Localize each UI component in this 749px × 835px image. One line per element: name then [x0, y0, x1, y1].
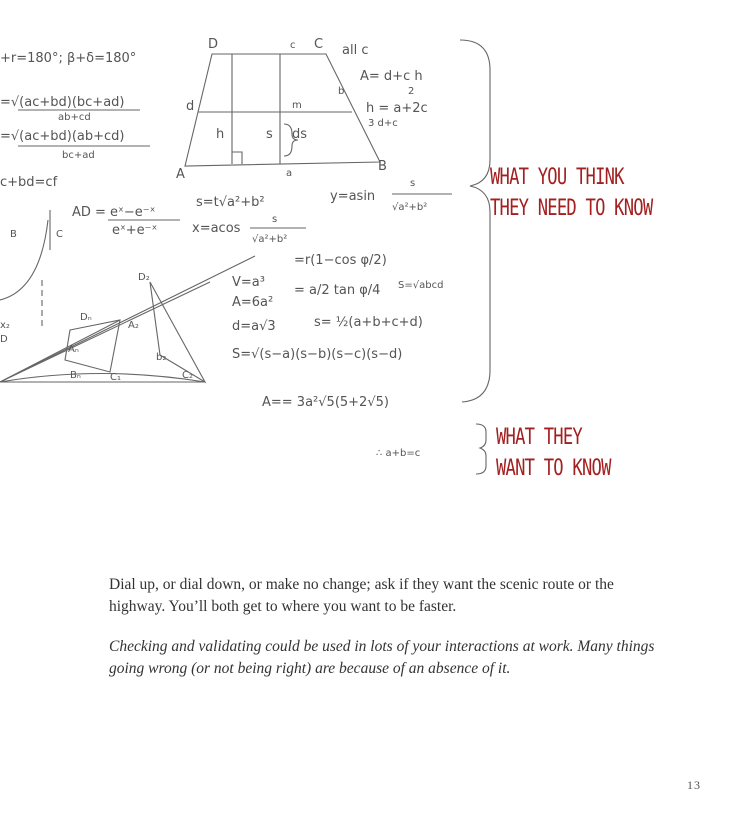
body-text	[109, 574, 669, 680]
trapezoid-diagram	[176, 37, 387, 182]
formula: √a²+b²	[392, 202, 428, 213]
point-label: C₁	[110, 372, 121, 383]
formula: =√(ac+bd)(bc+ad)	[0, 95, 125, 110]
point-label: h	[216, 127, 225, 142]
point-label: ds	[292, 127, 308, 142]
formula: √a²+b²	[252, 234, 288, 245]
point-label: C	[56, 229, 63, 240]
formula: =√(ac+bd)(ab+cd)	[0, 129, 125, 144]
formula: S=√(s−a)(s−b)(s−c)(s−d)	[232, 347, 403, 362]
point-label: B	[378, 159, 387, 174]
point-label: x₂	[0, 320, 10, 331]
formula: A=6a²	[232, 295, 274, 310]
paragraph: Dial up, or dial down, or make no change; ask if they want the scenic route or the highway. You’ll both get to where you want to be faster.	[109, 576, 614, 615]
formula: S=√abcd	[398, 280, 444, 291]
formula-group	[0, 43, 452, 459]
formula: s	[410, 178, 416, 189]
point-label: Dₙ	[80, 312, 92, 323]
label-what-you-think	[490, 162, 652, 224]
trapezoid-shape	[185, 54, 380, 166]
point-label: C₂	[182, 370, 193, 381]
point-label: Aₙ	[68, 344, 79, 355]
formula: h = a+2c	[366, 101, 428, 116]
formula: AD = eˣ−e⁻ˣ	[72, 205, 156, 220]
formula: = a/2 tan φ/4	[294, 283, 381, 298]
point-label: D	[208, 37, 219, 52]
point-label: Bₙ	[70, 370, 81, 381]
point-label: a	[286, 168, 293, 179]
label-what-they-want	[496, 422, 611, 484]
formula: x=acos	[192, 221, 241, 236]
page-number: 13	[687, 778, 701, 792]
formula: V=a³	[232, 275, 265, 290]
point-label: d	[186, 99, 195, 114]
label-line: WHAT YOU THINK	[490, 165, 624, 190]
formula: 2	[408, 86, 415, 97]
point-label: D	[0, 334, 8, 345]
formula: 3 d+c	[368, 118, 398, 129]
point-label: c	[290, 40, 296, 51]
formula: s	[272, 214, 278, 225]
large-curly-brace	[460, 40, 490, 402]
formula: s= ½(a+b+c+d)	[314, 315, 423, 330]
point-label: b₂	[156, 352, 167, 363]
formula: A= d+c h	[360, 69, 423, 84]
point-label: B	[10, 229, 17, 240]
small-curly-brace	[476, 424, 486, 474]
formula: all c	[342, 43, 369, 58]
label-line: WHAT THEY	[496, 425, 582, 450]
formula: ∴ a+b=c	[376, 448, 421, 459]
formula: s=t√a²+b²	[196, 195, 265, 210]
formula: c+bd=cf	[0, 175, 58, 190]
label-line: THEY NEED TO KNOW	[490, 196, 653, 221]
point-label: s	[266, 127, 273, 142]
formula: +r=180°; β+δ=180°	[0, 51, 137, 66]
formula: eˣ+e⁻ˣ	[112, 223, 158, 238]
point-label: A₂	[128, 320, 139, 331]
formula: bc+ad	[62, 150, 95, 161]
formula: y=asin	[330, 189, 376, 204]
formula: A== 3a²√5(5+2√5)	[262, 395, 389, 410]
point-label: D₂	[138, 272, 150, 283]
formula: =r(1−cos φ/2)	[294, 253, 387, 268]
italic-paragraph: Checking and validating could be used in lots of your interactions at work. Many things going wrong (or not being right) are because of an absence of it.	[109, 638, 655, 677]
formula: ab+cd	[58, 112, 91, 123]
point-label: m	[292, 100, 302, 111]
point-label: b	[338, 86, 345, 97]
point-label: A	[176, 167, 185, 182]
label-line: WANT TO KNOW	[496, 456, 611, 481]
formula: d=a√3	[232, 319, 276, 334]
point-label: C	[314, 37, 324, 52]
